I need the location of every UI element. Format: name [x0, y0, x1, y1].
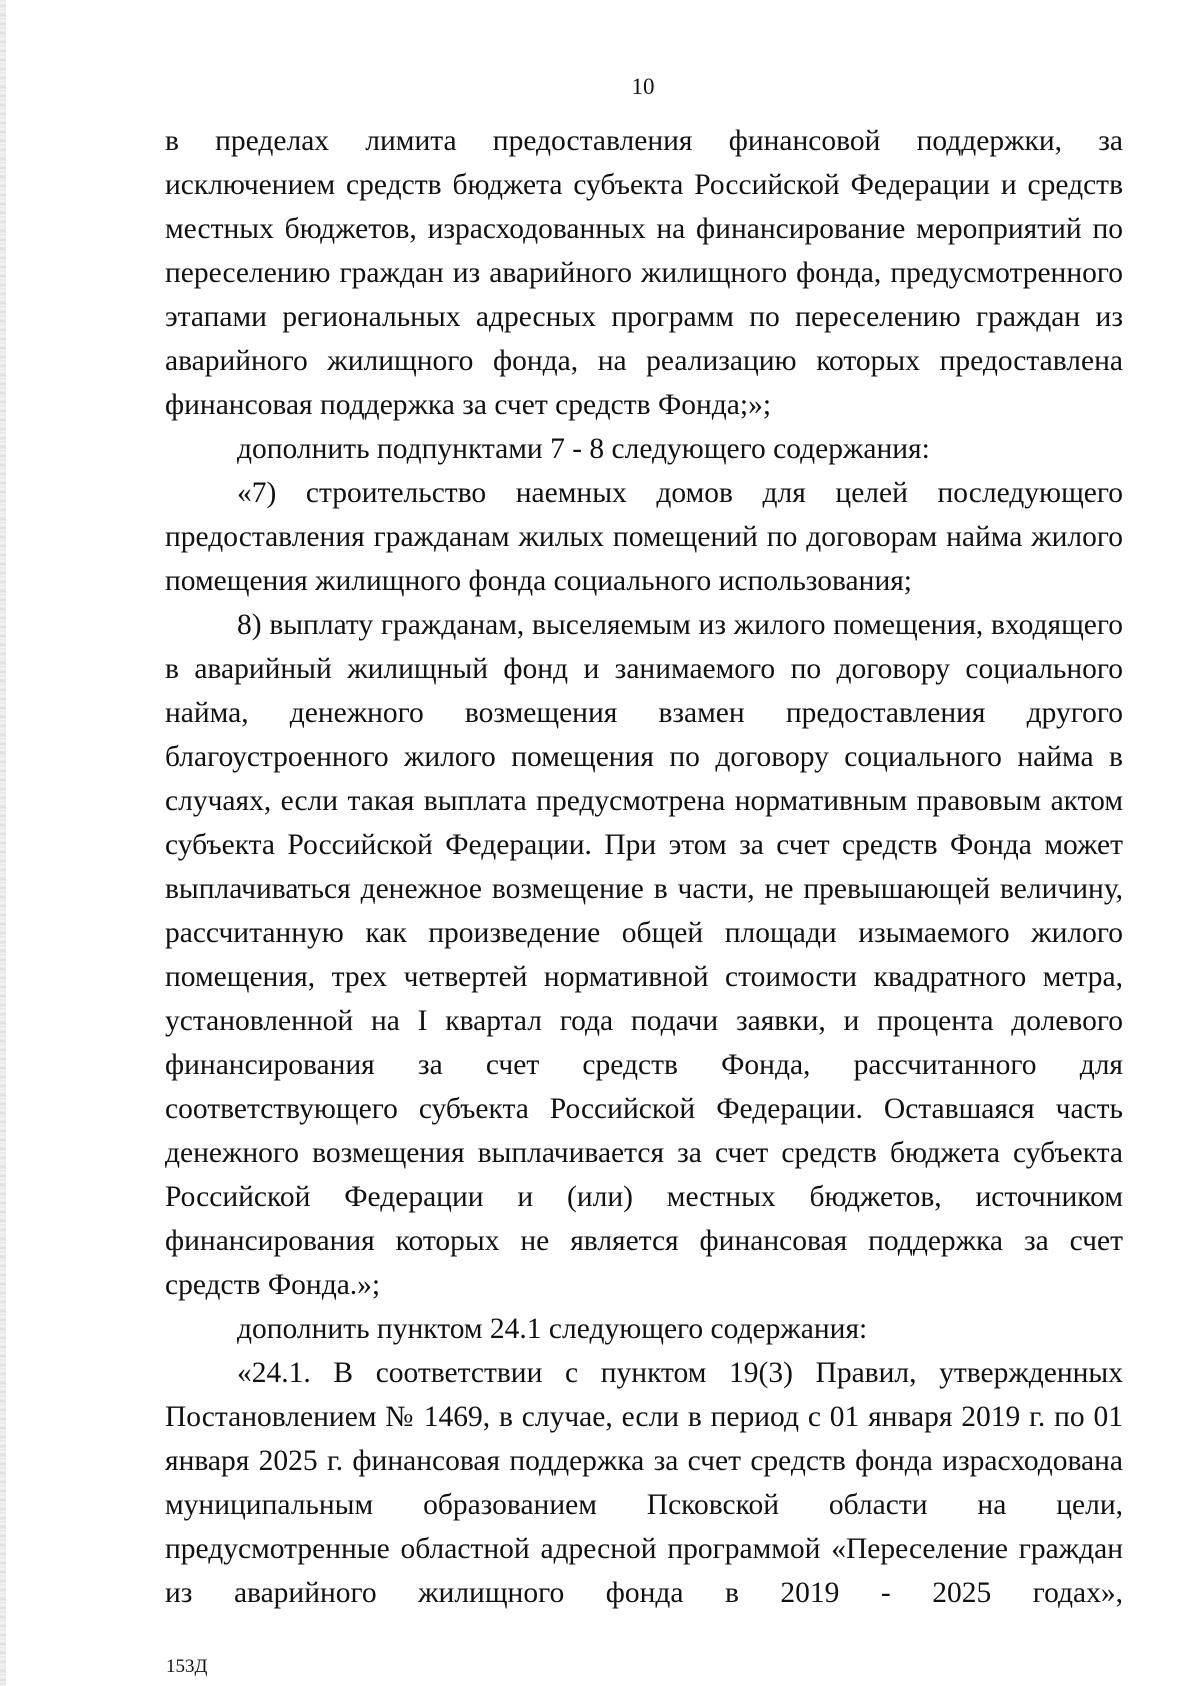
page-number: 10 [631, 74, 655, 99]
paragraph-subitem-8: 8) выплату гражданам, выселяемым из жилого помещения, входящего в аварийный жилищный фонд и занимаемого по договору социального найма, денежного возмещения взамен предоставления другого благоустроенного жилого помещения по договору социального найма в случаях, если такая выплата предусмотрена нормативным правовым актом субъекта Российской Федерации. При этом за счет средств Фонда может выплачиваться денежное возмещение в части, не превышающей величину, рассчитанную как произведение общей площади изымаемого жилого помещения, трех четвертей нормативной стоимости квадратного метра, установленной на I квартал года подачи заявки, и процента долевого финансирования за счет средств Фонда, рассчитанного для соответствующего субъекта Российской Федерации. Оставшаяся часть денежного возмещения выплачивается за счет средств бюджета субъекта Российской Федерации и (или) местных бюджетов, источником финансирования которых не является финансовая поддержка за счет средств Фонда.»; [165, 609, 1123, 1301]
paragraph-addition-24-1: дополнить пунктом 24.1 следующего содержания: [237, 1313, 868, 1345]
paragraph-continuation: в пределах лимита предоставления финансовой поддержки, за исключением средств бюджета субъекта Российской Федерации и средств местных бюджетов, израсходованных на финансирование мероприятий по переселению граждан из аварийного жилищного фонда, предусмотренного этапами региональных адресных программ по переселению граждан из аварийного жилищного фонда, на реализацию которых предоставлена финансовая поддержка за счет средств Фонда;»; [165, 125, 1123, 421]
paragraph-item-24-1: «24.1. В соответствии с пунктом 19(3) Правил, утвержденных Постановлением № 1469, в случае, если в период с 01 января 2019 г. по 01 января 2025 г. финансовая поддержка за счет средств фонда израсходована муниципальным образованием Псковской области на цели, предусмотренные областной адресной программой «Переселение граждан из аварийного жилищного фонда в 2019 - 2025 годах», [165, 1357, 1123, 1609]
paragraph-addition-7-8: дополнить подпунктами 7 - 8 следующего содержания: [237, 433, 930, 465]
document-body [165, 119, 1123, 1615]
scan-edge [0, 0, 6, 1686]
paragraph-subitem-7: «7) строительство наемных домов для целей последующего предоставления гражданам жилых помещений по договорам найма жилого помещения жилищного фонда социального использования; [165, 477, 1123, 597]
document-code: 153Д [166, 1656, 208, 1677]
